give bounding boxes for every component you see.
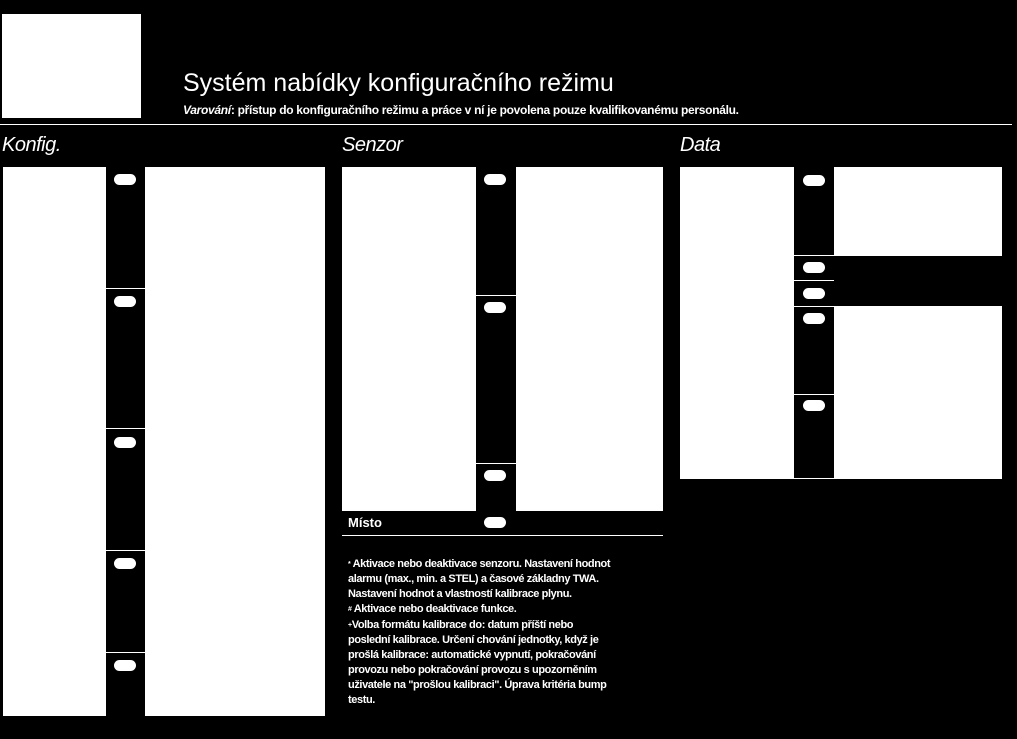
- misto-label: Místo: [348, 515, 382, 530]
- key-button-icon: [484, 174, 506, 185]
- note-mark: #: [348, 606, 352, 613]
- key-button-icon: [114, 296, 136, 307]
- konfig-separator: [106, 652, 145, 653]
- logo-box: [2, 14, 141, 118]
- note-line: prošlá kalibrace: automatické vypnutí, pokračování: [348, 649, 596, 661]
- misto-underline: [342, 535, 663, 536]
- senzor-separator: [476, 463, 516, 464]
- konfig-panel: [3, 167, 325, 716]
- note-line: poslední kalibrace. Určení chování jednotky, když je: [348, 634, 599, 646]
- warning-body: : přístup do konfiguračního režimu a práce v ní je povolena pouze kvalifikovanému personálu.: [230, 103, 739, 117]
- data-separator: [794, 394, 834, 395]
- note-mark: *: [348, 561, 351, 568]
- data-separator: [794, 280, 834, 281]
- key-button-icon: [803, 262, 825, 273]
- key-button-icon: [484, 302, 506, 313]
- key-button-icon: [114, 174, 136, 185]
- note-calibration: [348, 618, 606, 708]
- section-title-data: Data: [680, 134, 721, 156]
- key-button-icon: [803, 313, 825, 324]
- note-line: provozu nebo pokračování provozu s upozorněním: [348, 664, 597, 676]
- data-separator: [794, 255, 834, 256]
- header-divider: [0, 124, 1012, 125]
- note-line: uživatele na "prošlou kalibraci". Úprava kritéria bump: [348, 679, 607, 691]
- konfig-separator: [106, 428, 145, 429]
- data-separator: [794, 306, 834, 307]
- note-function: [348, 602, 516, 617]
- data-panel: [680, 167, 1002, 479]
- konfig-separator: [106, 550, 145, 551]
- page-title: Systém nabídky konfiguračního režimu: [183, 69, 614, 97]
- note-line: Aktivace nebo deaktivace senzoru. Nastavení hodnot: [352, 558, 611, 570]
- section-title-senzor: Senzor: [342, 134, 403, 156]
- key-button-icon: [114, 558, 136, 569]
- note-line: testu.: [348, 694, 375, 706]
- senzor-button-strip: [476, 167, 516, 511]
- key-button-icon: [484, 517, 506, 528]
- warning-text: [183, 103, 739, 117]
- note-line: Volba formátu kalibrace do: datum příští nebo: [351, 619, 574, 631]
- key-button-icon: [484, 470, 506, 481]
- senzor-separator: [476, 295, 516, 296]
- note-mark: +: [348, 622, 352, 629]
- key-button-icon: [803, 400, 825, 411]
- note-sensor: [348, 557, 610, 602]
- data-gap: [834, 256, 1002, 306]
- key-button-icon: [114, 660, 136, 671]
- note-line: Nastavení hodnot a vlastností kalibrace plynu.: [348, 588, 572, 600]
- senzor-panel: [342, 167, 663, 511]
- key-button-icon: [803, 288, 825, 299]
- data-separator: [794, 478, 834, 479]
- note-line: Aktivace nebo deaktivace funkce.: [353, 603, 517, 615]
- section-title-konfig: Konfig.: [2, 134, 61, 156]
- warning-label: Varování: [183, 103, 231, 117]
- key-button-icon: [803, 175, 825, 186]
- note-line: alarmu (max., min. a STEL) a časové základny TWA.: [348, 573, 599, 585]
- key-button-icon: [114, 437, 136, 448]
- konfig-separator: [106, 288, 145, 289]
